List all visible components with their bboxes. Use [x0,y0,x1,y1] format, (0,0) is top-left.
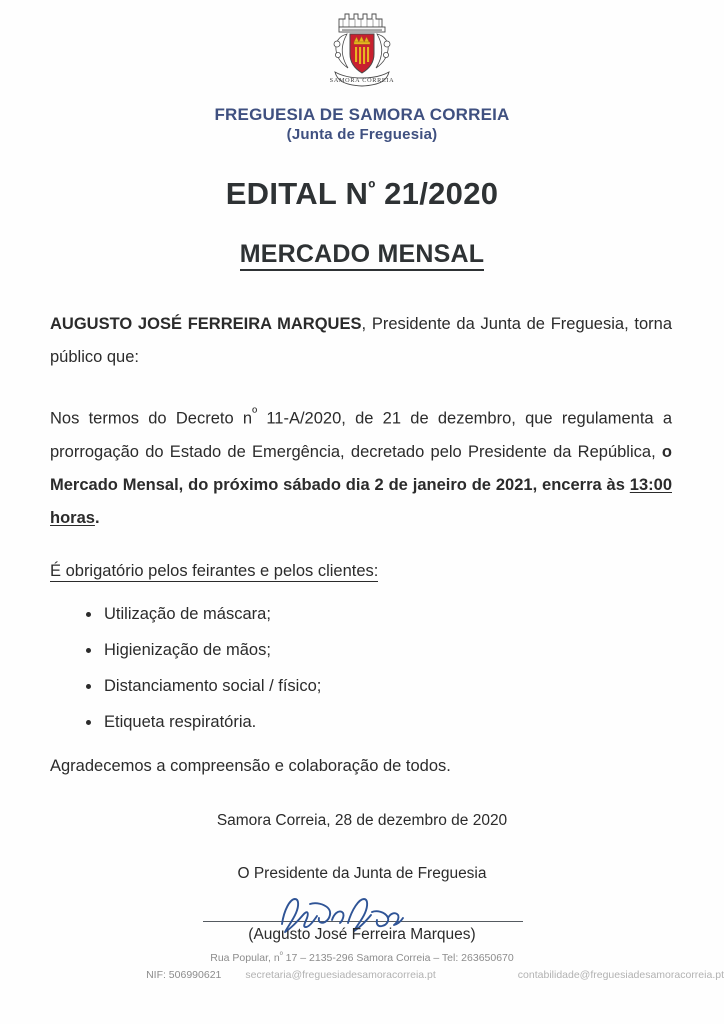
decree-text-part1: Nos termos do Decreto n [50,409,253,428]
organisation-subtitle: (Junta de Freguesia) [286,126,438,143]
signature-block [0,890,724,950]
edital-number: 21/2020 [375,176,499,211]
crest-banner-text: SAMORA CORREIA [329,77,395,84]
requirement-label: Distanciamento social / físico; [104,677,322,695]
market-notice-bold: o Mercado Mensal, do próximo sábado dia 2 de janeiro de 2021, encerra às [50,442,672,494]
list-item [104,632,664,668]
list-item [104,668,664,704]
footer-address [0,948,724,966]
coat-of-arms-container [0,6,724,94]
organisation-name: FREGUESIA DE SAMORA CORREIA [214,105,510,124]
footer-nif: NIF: 506990621 [146,968,222,981]
place-and-date: Samora Correia, 28 de dezembro de 2020 [216,812,508,829]
requirements-heading [50,562,378,581]
requirement-label: Utilização de máscara; [104,605,271,623]
document-subject [0,240,724,269]
decree-text-part2: 11-A/2020, de 21 de dezembro, que regulamenta a prorrogação do Estado de Emergência, decretado pelo Presidente da República, [50,409,672,461]
edital-prefix: EDITAL N [225,176,369,211]
market-notice-period: . [94,508,100,527]
signature-title: O Presidente da Junta de Freguesia [237,865,487,882]
requirement-label: Etiqueta respiratória. [104,713,257,731]
requirement-label: Higienização de mãos; [104,641,271,659]
footer-address-ordinal-mark: º [279,950,283,960]
decree-ordinal-mark: º [252,405,258,420]
edital-ordinal-mark: º [368,178,376,200]
signatory-name: (Augusto José Ferreira Marques) [248,926,476,943]
page-footer [0,948,724,983]
closing-statement: Agradecemos a compreensão e colaboração de todos. [50,757,451,775]
footer-address-part1: Rua Popular, n [210,951,280,964]
requirements-heading-text: É obrigatório pelos feirantes e pelos clientes: [50,562,379,580]
introduction-text: , Presidente da Junta de Freguesia, torna público que: [50,315,673,366]
coat-of-arms-icon [329,6,395,92]
footer-address-part2: 17 – 2135-296 Samora Correia – Tel: 263650670 [282,951,514,964]
document-subject-text: MERCADO MENSAL [240,240,484,271]
paragraph-introduction [50,308,672,374]
footer-email-contabilidade[interactable]: contabilidade@freguesiadesamoracorreia.pt [517,968,724,981]
page-title [0,176,724,212]
footer-contacts-row [0,966,724,983]
requirements-list [76,596,664,740]
paragraph-announcement [50,396,672,535]
organisation-header [0,104,724,145]
list-item [104,704,664,740]
list-item [104,596,664,632]
footer-email-secretaria[interactable]: secretaria@freguesiadesamoracorreia.pt [245,968,436,981]
closing-time: 13:00 horas [50,475,672,527]
president-name: AUGUSTO JOSÉ FERREIRA MARQUES [50,315,362,333]
